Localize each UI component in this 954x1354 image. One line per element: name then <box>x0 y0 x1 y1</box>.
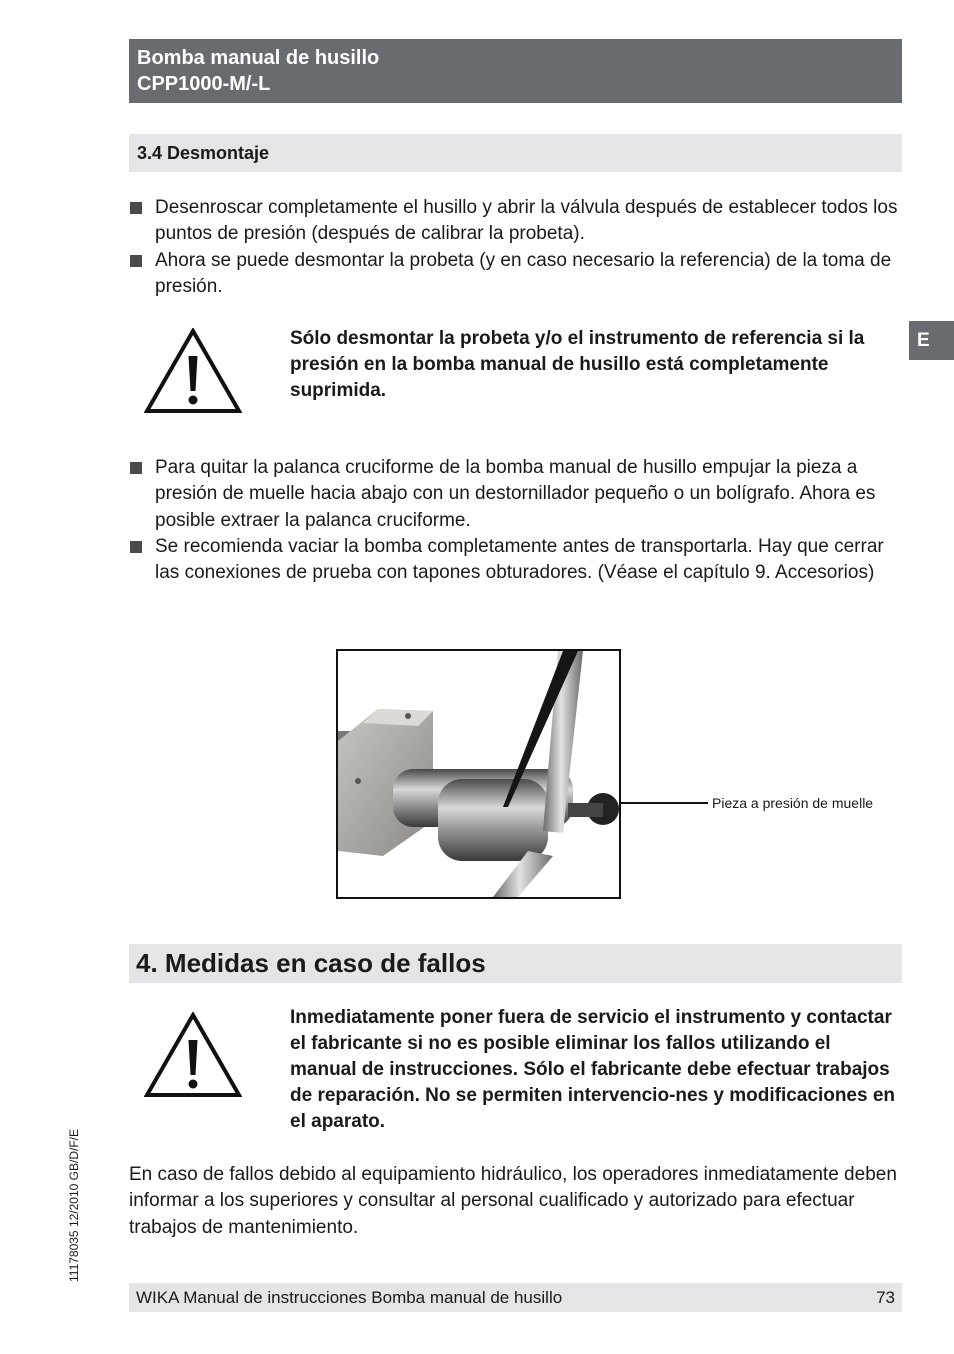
list-item <box>129 534 904 587</box>
warning-triangle-icon <box>144 328 242 414</box>
list-item-text: Ahora se puede desmontar la probeta (y en caso necesario la referencia) de la toma de presión. <box>155 249 892 297</box>
chapter-heading: 4. Medidas en caso de fallos <box>129 944 902 983</box>
list-item-text: Se recomienda vaciar la bomba completamente antes de transportarla. Hay que cerrar las conexiones de prueba con tapones obturadores. (Véase el capítulo 9. Accesorios) <box>155 535 884 584</box>
bullet-list-disassembly <box>129 195 904 300</box>
footer-text: WIKA Manual de instrucciones Bomba manual de husillo <box>136 1288 563 1307</box>
language-tab: E <box>909 321 954 360</box>
list-item-text: Desenroscar completamente el husillo y abrir la válvula después de establecer todos los puntos de presión (después de calibrar la probeta). <box>155 197 898 245</box>
pump-photo-illustration <box>338 651 619 897</box>
document-header <box>129 39 902 103</box>
warning-text: Sólo desmontar la probeta y/o el instrumento de referencia si la presión en la bomba manual de husillo está completamente suprimida. <box>290 328 865 401</box>
warning-triangle-icon <box>144 1012 242 1098</box>
square-bullet-icon <box>130 462 142 474</box>
body-paragraph: En caso de fallos debido al equipamiento hidráulico, los operadores inmediatamente deben informar a los superiores y consultar al personal cualificado y autorizado para efectuar trabajos de mantenimiento. <box>129 1164 897 1238</box>
page-number: 73 <box>876 1288 895 1307</box>
header-title-line2: CPP1000-M/-L <box>137 73 271 95</box>
square-bullet-icon <box>130 202 142 214</box>
page-footer <box>129 1283 902 1312</box>
callout-leader-line <box>620 802 708 804</box>
callout-label: Pieza a presión de muelle <box>712 795 874 811</box>
list-item <box>129 455 904 534</box>
list-item <box>129 248 904 301</box>
document-code: 11178035 12/2010 GB/D/F/E <box>67 1129 81 1282</box>
list-item <box>129 195 904 248</box>
section-heading: 3.4 Desmontaje <box>129 134 902 172</box>
bullet-list-lever <box>129 455 904 586</box>
warning-text: Inmediatamente poner fuera de servicio el instrumento y contactar el fabricante si no es posible eliminar los fallos utilizando el manual de instrucciones. Sólo el fabricante debe efectuar trabajos de reparación. No se permiten intervencio-nes y modificaciones en el aparato. <box>290 1007 896 1132</box>
pump-photo-figure <box>336 649 621 899</box>
list-item-text: Para quitar la palanca cruciforme de la bomba manual de husillo empujar la pieza a presión de muelle hacia abajo con un destornillador pequeño o un bolígrafo. Ahora es posible extraer la palanca cruciforme. <box>155 457 876 531</box>
header-title-line1: Bomba manual de husillo <box>137 47 380 69</box>
square-bullet-icon <box>130 255 142 267</box>
square-bullet-icon <box>130 541 142 553</box>
